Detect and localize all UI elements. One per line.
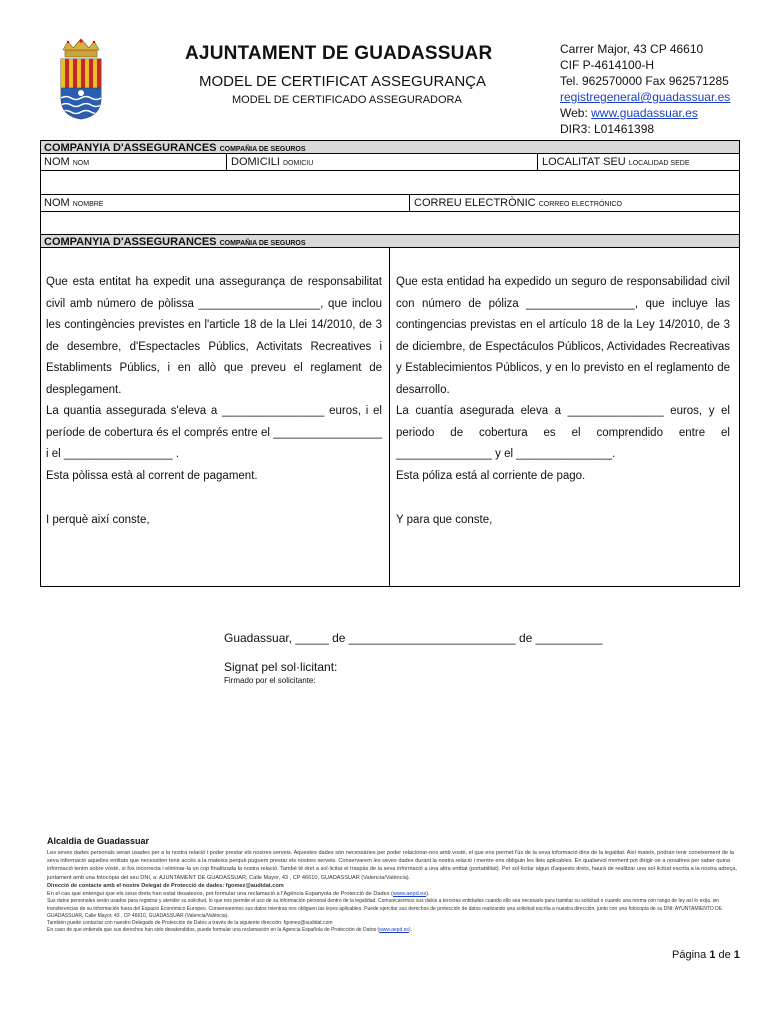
web-label: Web: (560, 106, 592, 120)
footer-text-part: En caso de que entienda que sus derechos han sido desatendidos, puede formular una reclamación en la Agencia Española de Protección de Datos ( (47, 927, 380, 934)
paragraph-ca-1: Que esta entitat ha expedit una assegurança de responsabilitat civil amb número de pòlissa ___________________, que inclou les contingències previstes en l'article 18 de la Llei 14/2010, de 3 de desembre, d'Espectacles Públics, Activitats Recreatives i Establiments Públics, i en allò que preveu el reglament de desplegament. (46, 276, 382, 396)
field-label-nom (44, 156, 89, 168)
footer-text-part: ). (426, 891, 430, 898)
page-current: 1 (709, 949, 716, 961)
label-text-es: DOMICIU (282, 160, 314, 167)
section-header-insurer-2 (40, 234, 740, 248)
section-label: COMPANYIA D'ASSEGURANCES (44, 236, 217, 248)
paragraph-es-2: La cuantía asegurada eleva a _______________ euros, y el periodo de cobertura es el comprendido entre el _______________ y el _______________. (396, 405, 730, 460)
label-text: LOCALITAT SEU (542, 156, 626, 168)
email-link[interactable]: registregeneral@guadassuar.es (560, 90, 731, 104)
contact-cif: CIF P-4614100-H (560, 58, 655, 72)
label-text-es: CORREO ELECTRÓNICO (538, 201, 622, 208)
body-column-ca (46, 272, 382, 532)
body-column-es (396, 272, 730, 532)
footer-paragraph-5: También puede contactar con nuestro Delegado de Protección de Datos a través de la siguiente dirección: fgomez@audidat.com (47, 920, 333, 927)
field-label-domicili (231, 156, 313, 168)
paragraph-es-4: Y para que conste, (396, 514, 493, 526)
nom-input[interactable] (41, 171, 739, 193)
footer-paragraph-4: Sus datos personales serán usados para registrar y atender su solicitud, lo que nos permite el uso de su información personal dentro de la legalidad. Comunicaremos sus datos a terceras entidades cuando ello sea necesario para tramitar su solicitud o cuando una norma con rango de ley así lo exija, sin transferencias de su información fuera del Espacio Económico Europeo. Conservaremos sus datos mientras nos obliguen las leyes aplicables. Puede ejercitar sus derechos de protección de datos realizando una solicitud escrita a nuestra dirección, junto con una fotocopia de su DNI: AYUNTAMIENTO DE GUADASSUAR, Calle Mayor, 43 , CP 46610, GUADASSUAR (Valencia/València). (47, 898, 723, 919)
contact-address: Carrer Major, 43 CP 46610 (560, 42, 704, 56)
label-text-es: NOM (72, 160, 90, 167)
page-subtitle: MODEL DE CERTIFICAT ASSEGURANÇA (199, 73, 486, 90)
signed-label-es: Firmado por el solicitante: (224, 676, 316, 685)
section-label-es: COMPAÑIA DE SEGUROS (219, 240, 306, 247)
page-label: Página (672, 949, 710, 961)
footer-text-part: En el cas que entengui que els seus drets han estat desatesos, pot formular una reclamació a l'Agència Espanyola de Protecció de Dades ( (47, 891, 393, 898)
coat-of-arms-logo (55, 38, 107, 120)
paragraph-ca-2: La quantia assegurada s'eleva a ________________ euros, i el període de cobertura és el comprés entre el _________________ i el _________________ . (46, 405, 382, 460)
contact-dir3: DIR3: L01461398 (560, 122, 655, 136)
label-text-es: NOMBRE (72, 201, 104, 208)
paragraph-ca-4: I perquè així conste, (46, 514, 150, 526)
footer-paragraph-2: Direcció de contacte amb el nostre Delegat de Protecció de dades: fgomez@audidat.com (47, 882, 284, 889)
label-text-es: LOCALIDAD SEDE (628, 160, 690, 167)
page-total: 1 (733, 949, 740, 961)
footer-title: Alcaldia de Guadassuar (47, 836, 150, 846)
section-label-es: COMPAÑIA DE SEGUROS (219, 146, 306, 153)
aepd-link[interactable]: www.aepd.es (392, 891, 427, 898)
page-title: AJUNTAMENT DE GUADASSUAR (185, 43, 493, 64)
paragraph-es-3: Esta póliza está al corriente de pago. (396, 469, 586, 482)
correu-input[interactable] (41, 212, 739, 233)
footer-paragraph-1: Les seves dades personals seran usades per a la nostra relació i poder prestar els nostres serveis. Aquestes dades són necessàries per poder relacionar-nos amb vostè, el que ens permet l'ús de la seva informació dins de la legalitat. Així mateix, podran tenir coneixement de la seva informació aquelles entitats que necessiten tenir accés a la mateixa perquè puguem prestar els nostres serveis. Conservarem les seves dades durant la nostra relació i mentre ens obliguin les lleis aplicables. En qualsevol moment pot dirigir-se a nosaltres per saber quina informació tenim sobre vostè, si fos incorrecta i eliminar-la un cop finalitzada la nostra relació. També té dret a sol·licitar el traspàs de la seva informació a una altra entitat (portabilitat). Per sol·licitar algun d'aquests drets, haurà de realitzar una sol·licitud escrita a la nostra adreça, juntament amb una fotocòpia del seu DNI, a: AJUNTAMENT DE GUADASSUAR, Calle Mayor, 43 , CP 46610, GUADASSUAR (Valencia/València). (47, 850, 737, 881)
paragraph-es-1: Que esta entidad ha expedido un seguro de responsabilidad civil con número de póliza _________________, que incluye las contingencias previstas en el artículo 18 de la Ley 14/2010, de 3 de diciembre, de Espectáculos Públicos, Actividades Recreativas y Establecimientos Públicos, y en lo previsto en el reglamento de desarrollo. (396, 276, 730, 396)
page-number (672, 949, 740, 961)
label-text: NOM (44, 156, 70, 168)
label-text: CORREU ELECTRÒNIC (414, 197, 536, 209)
page-of: de (715, 949, 734, 961)
field-label-correu (414, 197, 622, 209)
label-text: DOMICILI (231, 156, 280, 168)
field-label-nombre (44, 197, 103, 209)
paragraph-ca-3: Esta pòlissa està al corrent de pagament. (46, 469, 258, 482)
signed-label: Signat pel sol·licitant: (224, 660, 338, 674)
place-date-line: Guadassuar, _____ de _________________________ de __________ (224, 631, 603, 645)
web-link[interactable]: www.guadassuar.es (591, 106, 698, 120)
contact-phone: Tel. 962570000 Fax 962571285 (560, 74, 729, 88)
footer-paragraph-6 (47, 927, 737, 934)
section-header-insurer (40, 140, 740, 154)
page-subtitle-es: MODEL DE CERTIFICADO ASSEGURADORA (232, 94, 462, 106)
label-text: NOM (44, 197, 70, 209)
section-label: COMPANYIA D'ASSEGURANCES (44, 142, 217, 154)
footer-paragraph-3 (47, 890, 737, 898)
footer-text (47, 849, 737, 935)
contact-block (560, 41, 730, 137)
aepd-link-2[interactable]: www.aepd.es (379, 927, 409, 934)
field-label-localitat (542, 156, 690, 168)
footer-text-part: ). (408, 927, 412, 934)
